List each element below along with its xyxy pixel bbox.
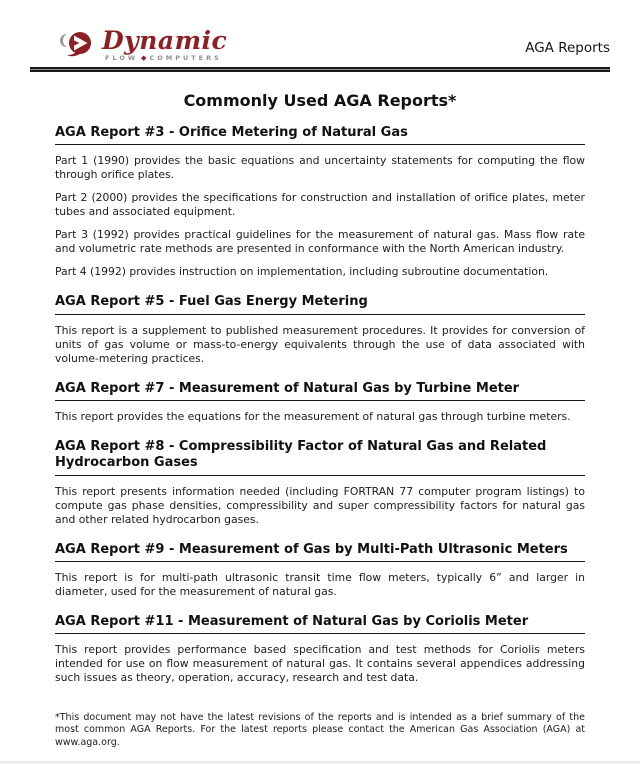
- section-aga-report-7: [55, 381, 585, 424]
- section-heading: AGA Report #9 - Measurement of Gas by Multi-Path Ultrasonic Meters: [55, 542, 585, 562]
- dynamic-flow-computers-logo: [58, 28, 227, 62]
- paragraph: This report is a supplement to published measurement procedures. It provides for conversion of units of gas volume or mass-to-energy equivalents through the use of data associated with volume-metering practices.: [55, 323, 585, 365]
- section-heading: AGA Report #3 - Orifice Metering of Natural Gas: [55, 125, 585, 145]
- diamond-icon: ◆: [141, 53, 147, 62]
- section-aga-report-8: [55, 439, 585, 527]
- paragraph: Part 2 (2000) provides the specifications for construction and installation of orifice plates, meter tubes and associated equipment.: [55, 191, 585, 219]
- tagline-flow: FLOW: [105, 54, 139, 62]
- tagline-computers: COMPUTERS: [149, 54, 222, 62]
- section-aga-report-5: [55, 294, 585, 365]
- paragraph: Part 3 (1992) provides practical guidelines for the measurement of natural gas. Mass flow rate and volumetric rate methods are presented in conformance with the North American industry.: [55, 228, 585, 256]
- section-heading: AGA Report #11 - Measurement of Natural Gas by Coriolis Meter: [55, 614, 585, 634]
- page-title: Commonly Used AGA Reports*: [183, 91, 457, 110]
- page-header: [30, 28, 610, 62]
- section-aga-report-11: [55, 614, 585, 685]
- document-label: AGA Reports: [525, 40, 610, 56]
- dynamic-logo-arrow-icon: [58, 28, 100, 62]
- section-heading: AGA Report #5 - Fuel Gas Energy Metering: [55, 294, 585, 314]
- paragraph: This report is for multi-path ultrasonic transit time flow meters, typically 6” and larger in diameter, used for the measurement of natural gas.: [55, 570, 585, 598]
- paragraph: Part 4 (1992) provides instruction on implementation, including subroutine documentation.: [55, 265, 549, 279]
- section-aga-report-3: [55, 125, 585, 279]
- brand-tagline: [105, 54, 227, 62]
- paragraph: This report presents information needed (including FORTRAN 77 computer program listings) to compute gas phase densities, compressibility and super compressibility factors for natural gas and other related hydrocarbon gases.: [55, 484, 585, 526]
- paragraph: This report provides the equations for the measurement of natural gas through turbine meters.: [55, 410, 571, 424]
- paragraph: Part 1 (1990) provides the basic equations and uncertainty statements for computing the flow through orifice plates.: [55, 154, 585, 182]
- section-aga-report-9: [55, 542, 585, 599]
- paragraph: This report provides performance based specification and test methods for Coriolis meters intended for use on flow measurement of natural gas. It contains several appendices addressing such issues as theory, operation, accuracy, research and test data.: [55, 643, 585, 685]
- section-heading: AGA Report #7 - Measurement of Natural Gas by Turbine Meter: [55, 381, 585, 401]
- document-body: [55, 72, 585, 685]
- brand-name: Dynamic: [102, 26, 228, 55]
- section-heading: AGA Report #8 - Compressibility Factor of Natural Gas and Related Hydrocarbon Gases: [55, 439, 585, 476]
- footnote: *This document may not have the latest revisions of the reports and is intended as a brief summary of the most common AGA Reports. For the latest reports please contact the American Gas Association (AGA) at www.aga.org.: [55, 711, 585, 749]
